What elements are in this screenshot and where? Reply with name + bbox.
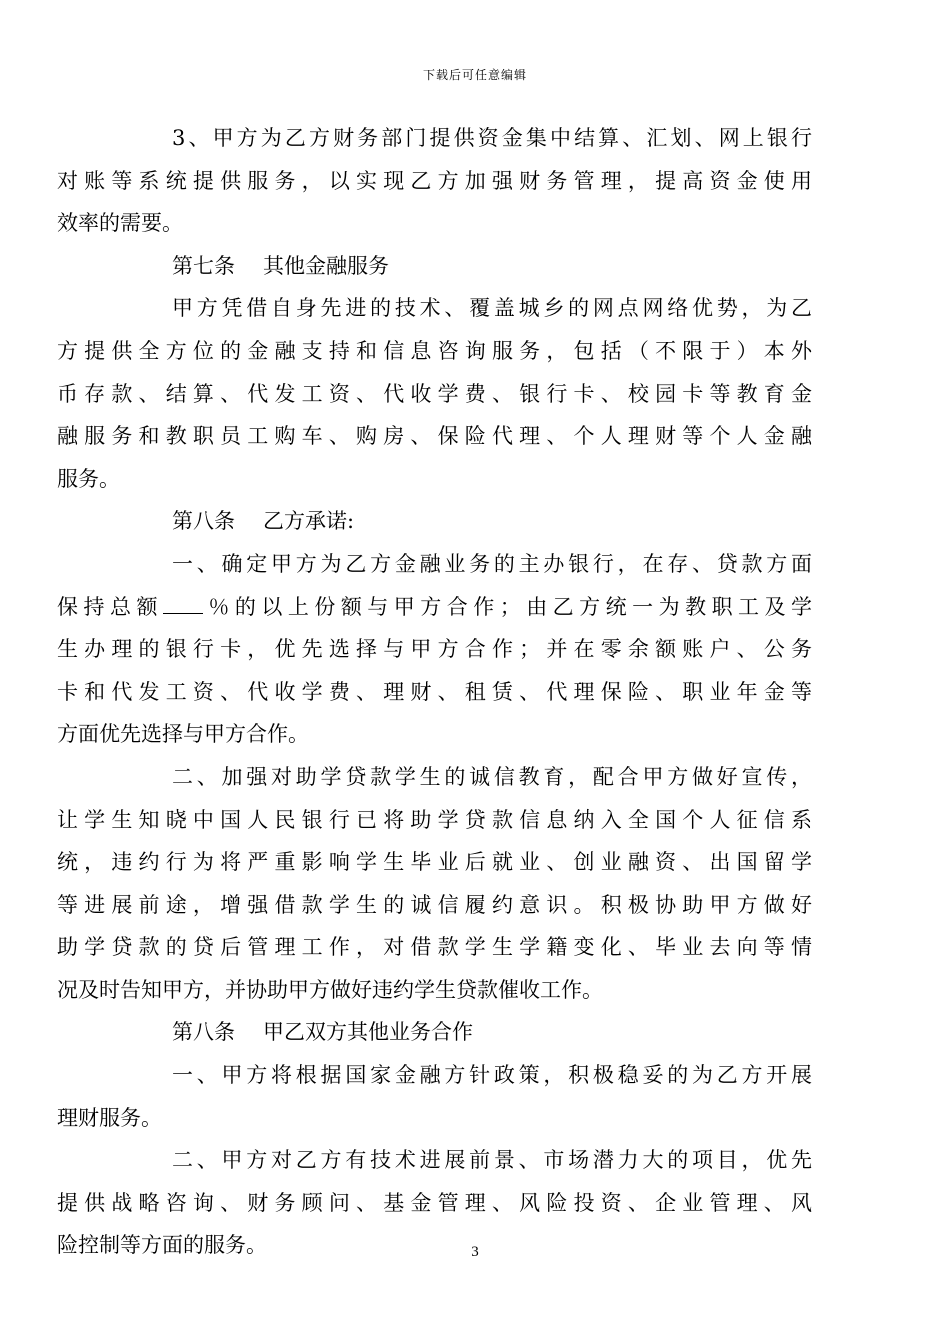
page-number: 3 xyxy=(471,1244,479,1260)
paragraph-line: 况及时告知甲方，并协助甲方做好违约学生贷款催收工作。 xyxy=(57,977,603,1002)
paragraph-line: 生办理的银行卡，优先选择与甲方合作；并在零余额账户、公务 xyxy=(57,637,812,662)
paragraph-line: 二、加强对助学贷款学生的诚信教育，配合甲方做好宣传， xyxy=(172,764,812,789)
paragraph-line: 理财服务。 xyxy=(57,1105,162,1130)
paragraph-line xyxy=(57,586,812,629)
paragraph-line: 3、甲方为乙方财务部门提供资金集中结算、汇划、网上银行 xyxy=(172,126,812,150)
page-header: 下载后可任意编辑 xyxy=(422,68,527,82)
paragraph-line: 提供战略咨询、财务顾问、基金管理、风险投资、企业管理、风 xyxy=(57,1190,812,1215)
paragraph-line: 统，违约行为将严重影响学生毕业后就业、创业融资、出国留学 xyxy=(57,850,812,875)
article-number: 第八条 xyxy=(172,509,235,534)
paragraph-line: 一、甲方将根据国家金融方针政策，积极稳妥的为乙方开展 xyxy=(172,1063,812,1088)
text-segment: ％的以上份额与甲方合作；由乙方统一为教职工及学 xyxy=(202,594,813,619)
article-title: 乙方承诺: xyxy=(263,509,355,534)
paragraph-line: 卡和代发工资、代收学费、理财、租赁、代理保险、职业年金等 xyxy=(57,679,812,704)
paragraph-line: 服务。 xyxy=(57,466,120,491)
article-title: 其他金融服务 xyxy=(263,253,389,278)
article-heading-8 xyxy=(172,500,812,543)
paragraph-line: 险控制等方面的服务。 xyxy=(57,1233,267,1258)
document-body xyxy=(57,117,813,1267)
paragraph-line: 一、确定甲方为乙方金融业务的主办银行，在存、贷款方面 xyxy=(172,551,812,576)
article-heading-8b xyxy=(172,1011,812,1054)
article-heading-7 xyxy=(172,245,812,288)
article-number: 第七条 xyxy=(172,253,235,278)
paragraph-line: 方面优先选择与甲方合作。 xyxy=(57,722,309,747)
paragraph-line: 助学贷款的贷后管理工作，对借款学生学籍变化、毕业去向等情 xyxy=(57,935,812,960)
paragraph-line: 甲方凭借自身先进的技术、覆盖城乡的网点网络优势，为乙 xyxy=(172,296,812,321)
paragraph-line: 二、甲方对乙方有技术进展前景、市场潜力大的项目，优先 xyxy=(172,1148,812,1173)
paragraph-line: 币存款、结算、代发工资、代收学费、银行卡、校园卡等教育金 xyxy=(57,381,812,406)
paragraph-line: 方提供全方位的金融支持和信息咨询服务，包括（不限于）本外 xyxy=(57,338,812,363)
paragraph-line: 对账等系统提供服务，以实现乙方加强财务管理，提高资金使用 xyxy=(57,168,812,193)
paragraph-line: 等进展前途，增强借款学生的诚信履约意识。积极协助甲方做好 xyxy=(57,892,812,917)
paragraph-line: 让学生知晓中国人民银行已将助学贷款信息纳入全国个人征信系 xyxy=(57,807,812,832)
fill-in-blank xyxy=(163,595,203,614)
paragraph-line: 融服务和教职员工购车、购房、保险代理、个人理财等个人金融 xyxy=(57,424,812,449)
article-number: 第八条 xyxy=(172,1020,235,1045)
paragraph-line: 效率的需要。 xyxy=(57,211,183,236)
article-title: 甲乙双方其他业务合作 xyxy=(263,1020,473,1045)
text-segment: 保持总额 xyxy=(57,594,163,619)
